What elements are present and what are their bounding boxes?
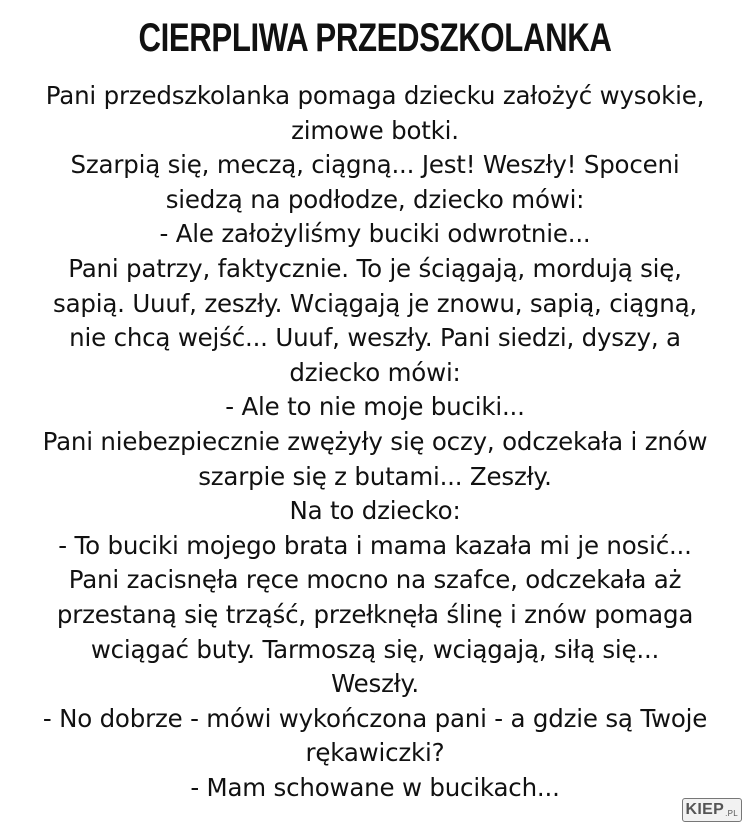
story-line: rękawiczki?	[305, 738, 445, 768]
story-line: nie chcą wejść... Uuuf, weszły. Pani siedzi, dyszy, a	[69, 323, 681, 353]
story-line: Pani przedszkolanka pomaga dziecku założyć wysokie,	[45, 81, 705, 110]
story-line: Weszły.	[331, 669, 419, 699]
watermark-brand: KIEP	[685, 801, 725, 818]
story-line: Pani niebezpiecznie zwężyły się oczy, odczekała i znów	[42, 426, 708, 456]
story-line: wciągać buty. Tarmoszą się, wciągają, siłą się...	[90, 634, 660, 664]
story-line: - Ale to nie moje buciki...	[225, 392, 525, 422]
story-line: Szarpią się, meczą, ciągną... Jest! Weszły! Spoceni	[70, 150, 680, 180]
story-line: szarpie się z butami... Zeszły.	[198, 461, 552, 491]
story-line: Pani zacisnęła ręce mocno na szafce, odczekała aż	[68, 565, 682, 595]
story-line: sapią. Uuuf, zeszły. Wciągają je znowu, sapią, ciągną,	[53, 288, 697, 318]
story-line: dziecko mówi:	[289, 357, 461, 387]
joke-text	[0, 79, 750, 805]
story-line: przestaną się trząść, przełknęła ślinę i znów pomaga	[56, 599, 694, 629]
story-line: Pani patrzy, faktycznie. To je ściągają, mordują się,	[68, 253, 682, 283]
story-line: zimowe botki.	[291, 115, 459, 145]
page-title: CIERPLIWA PRZEDSZKOLANKA	[138, 16, 612, 60]
story-line: - Ale założyliśmy buciki odwrotnie...	[159, 219, 591, 249]
story-line: - Mam schowane w bucikach...	[190, 772, 560, 802]
story-line: - No dobrze - mówi wykończona pani - a gdzie są Twoje	[42, 703, 708, 733]
story-line: siedzą na podłodze, dziecko mówi:	[165, 184, 585, 214]
story-line: Na to dziecko:	[289, 496, 461, 526]
watermark-suffix: .PL	[725, 809, 738, 818]
story-line: - To buciki mojego brata i mama kazała mi je nosić...	[58, 530, 692, 560]
site-watermark	[682, 798, 742, 822]
